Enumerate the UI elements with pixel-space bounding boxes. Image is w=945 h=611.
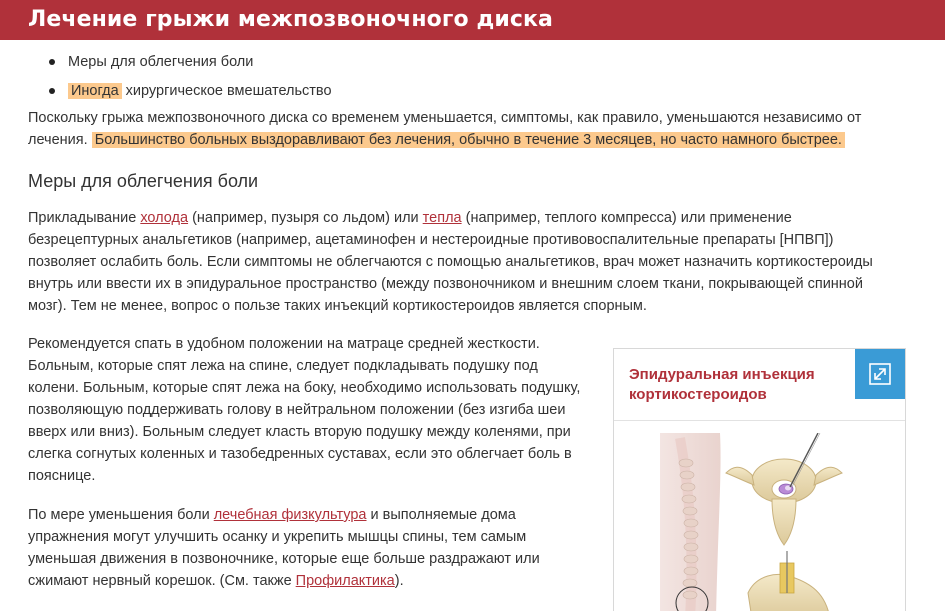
card-title[interactable]: Эпидуральная инъекция кортикостероидов	[629, 366, 815, 403]
list-item-label: хирургическое вмешательство	[121, 83, 332, 99]
list-item	[47, 52, 332, 81]
text-span: ).	[394, 573, 404, 589]
link-prevention[interactable]: Профилактика	[295, 573, 395, 589]
highlighted-word: Иногда	[68, 83, 122, 99]
text-span: (например, теплого компресса) или применение безрецептурных анальгетиков (например, ацетаминофен и нестероидные противовоспалительные препараты [НПВП]) позволяет ослабить боль. Если симптомы не облегчаются с помощью анальгетиков, врач может назначить кортикостероиды внутрь или ввести их в эпидуральное пространство (между позвоночником и внешним слоем ткани, покрывающей спинной мозг). Тем не менее, вопрос о пользе таких инъекций кортикостероидов является спорным.	[28, 210, 873, 314]
highlighted-sentence: Большинство больных выздоравливают без лечения, обычно в течение 3 месяцев, но часто намного быстрее.	[92, 132, 845, 148]
text-span: (например, пузыря со льдом) или	[188, 210, 423, 226]
media-card[interactable]	[613, 348, 906, 611]
expand-icon	[868, 362, 892, 386]
treatment-list	[47, 52, 332, 110]
text-span: По мере уменьшения боли	[28, 507, 214, 523]
page-title: Лечение грыжи межпозвоночного диска	[28, 7, 553, 32]
spine-injection-illustration[interactable]	[660, 433, 858, 611]
link-physical-therapy[interactable]: лечебная физкультура	[213, 507, 367, 523]
card-divider	[614, 420, 905, 421]
section-heading: Меры для облегчения боли	[28, 171, 259, 191]
intro-paragraph	[28, 107, 908, 151]
sleep-paragraph: Рекомендуется спать в удобном положении на матраце средней жесткости. Больным, которые спят лежа на спине, следует подкладывать подушку под колени. Больным, которые спят лежа на боку, необходимо использовать подушку, позволяющую поддерживать голову в нейтральном положении (без изгиба шеи вверх или вниз). Больным следует класть вторую подушку между коленями, при слегка согнутых коленных и тазобедренных суставах, если это облегчает боль в пояснице.	[28, 336, 581, 484]
text-span: Прикладывание	[28, 210, 141, 226]
exercise-paragraph	[28, 504, 578, 592]
expand-button[interactable]	[855, 349, 905, 399]
pain-relief-paragraph	[28, 207, 878, 317]
link-heat[interactable]: тепла	[422, 210, 462, 226]
intro-text: Поскольку грыжа межпозвоночного диска со временем уменьшается, симптомы, как правило, уменьшаются независимо от лечения.	[28, 110, 862, 148]
list-item	[47, 81, 332, 110]
text-span: и выполняемые дома упражнения могут улучшить осанку и укрепить мышцы спины, тем самым уменьшая движения в позвоночнике, которые еще больше раздражают или сжимают нервный корешок. (См. также	[28, 507, 540, 589]
page-header	[0, 0, 945, 40]
list-item-label: Меры для облегчения боли	[68, 54, 254, 70]
link-cold[interactable]: холода	[140, 210, 189, 226]
